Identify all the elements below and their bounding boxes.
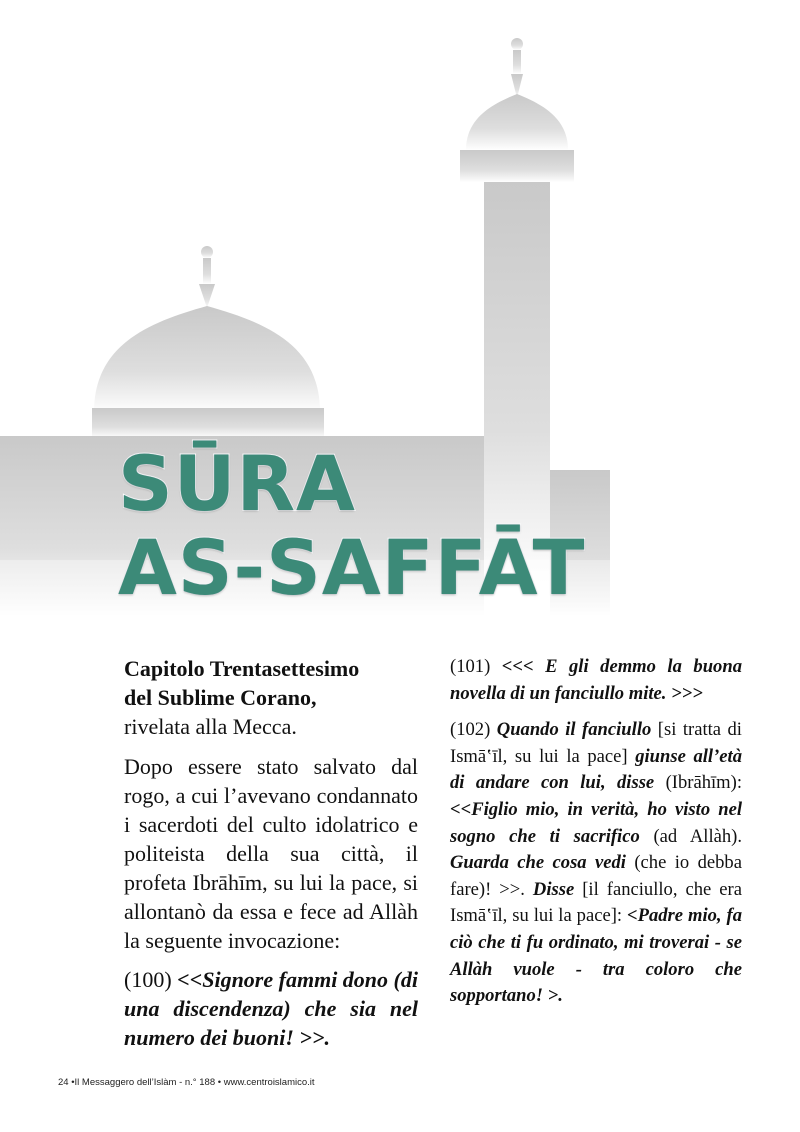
verse-text: Disse: [532, 878, 575, 900]
publication-name: •Il Messaggero dell’Islàm - n.° 188 •: [71, 1077, 222, 1088]
verse-text: <<Signore fammi dono (di una discendenza) che sia nel numero dei buoni! >>.: [124, 967, 418, 1050]
left-column: [124, 654, 418, 1052]
verse-100: [124, 965, 418, 1052]
verse-101: [450, 654, 742, 707]
commentary: (ad Allàh).: [639, 825, 742, 847]
verse-number: (101): [450, 656, 502, 677]
verse-text: Quando il fanciullo: [496, 719, 652, 741]
verse-text: <<Figlio mio, in verità, ho visto nel sogno che ti sacrifico: [450, 798, 742, 847]
commentary: (che io debba fare)! >>.: [450, 852, 742, 900]
chapter-heading: [124, 654, 418, 712]
verse-number: (100): [124, 967, 178, 992]
verse-102: [450, 717, 742, 1010]
chapter-heading-line-1: Capitolo Trentasettesimo: [124, 656, 360, 681]
commentary: [il fanciullo, che era Ismāʽīl, su lui la pace]:: [450, 878, 742, 927]
page-footer: [58, 1077, 315, 1088]
chapter-heading-line-2: del Sublime Corano,: [124, 685, 317, 710]
page-title-line-2: AS-SAFFĀT: [118, 523, 586, 612]
commentary: [si tratta di Ismāʽīl, su lui la pace]: [450, 719, 742, 767]
commentary: (Ibrāhīm):: [654, 772, 742, 794]
right-column: [450, 654, 742, 1010]
page-title-line-1: SŪRA: [118, 439, 356, 528]
verse-text: Guarda che cosa vedi: [450, 852, 626, 874]
verse-text: <Padre mio, fa ciò che ti fu ordinato, mi troverai - se Allàh vuole - tra coloro che sopportano! >.: [450, 905, 742, 1007]
intro-paragraph: Dopo essere stato salvato dal rogo, a cui l’avevano condannato i sacerdoti del culto idolatrico e politeista della sua città, il profeta Ibrāhīm, su lui la pace, si allontanò da essa e fece ad Allàh la seguente invocazione:: [124, 754, 418, 953]
page-number: 24: [58, 1077, 69, 1088]
revelation-place: rivelata alla Mecca.: [124, 714, 297, 739]
verse-number: (102): [450, 719, 497, 741]
verse-text: giunse all’età di andare con lui, disse: [450, 745, 742, 794]
verse-text: <<< E gli demmo la buona novella di un fanciullo mite. >>>: [450, 656, 742, 704]
website-link[interactable]: www.centroislamico.it: [223, 1077, 315, 1088]
